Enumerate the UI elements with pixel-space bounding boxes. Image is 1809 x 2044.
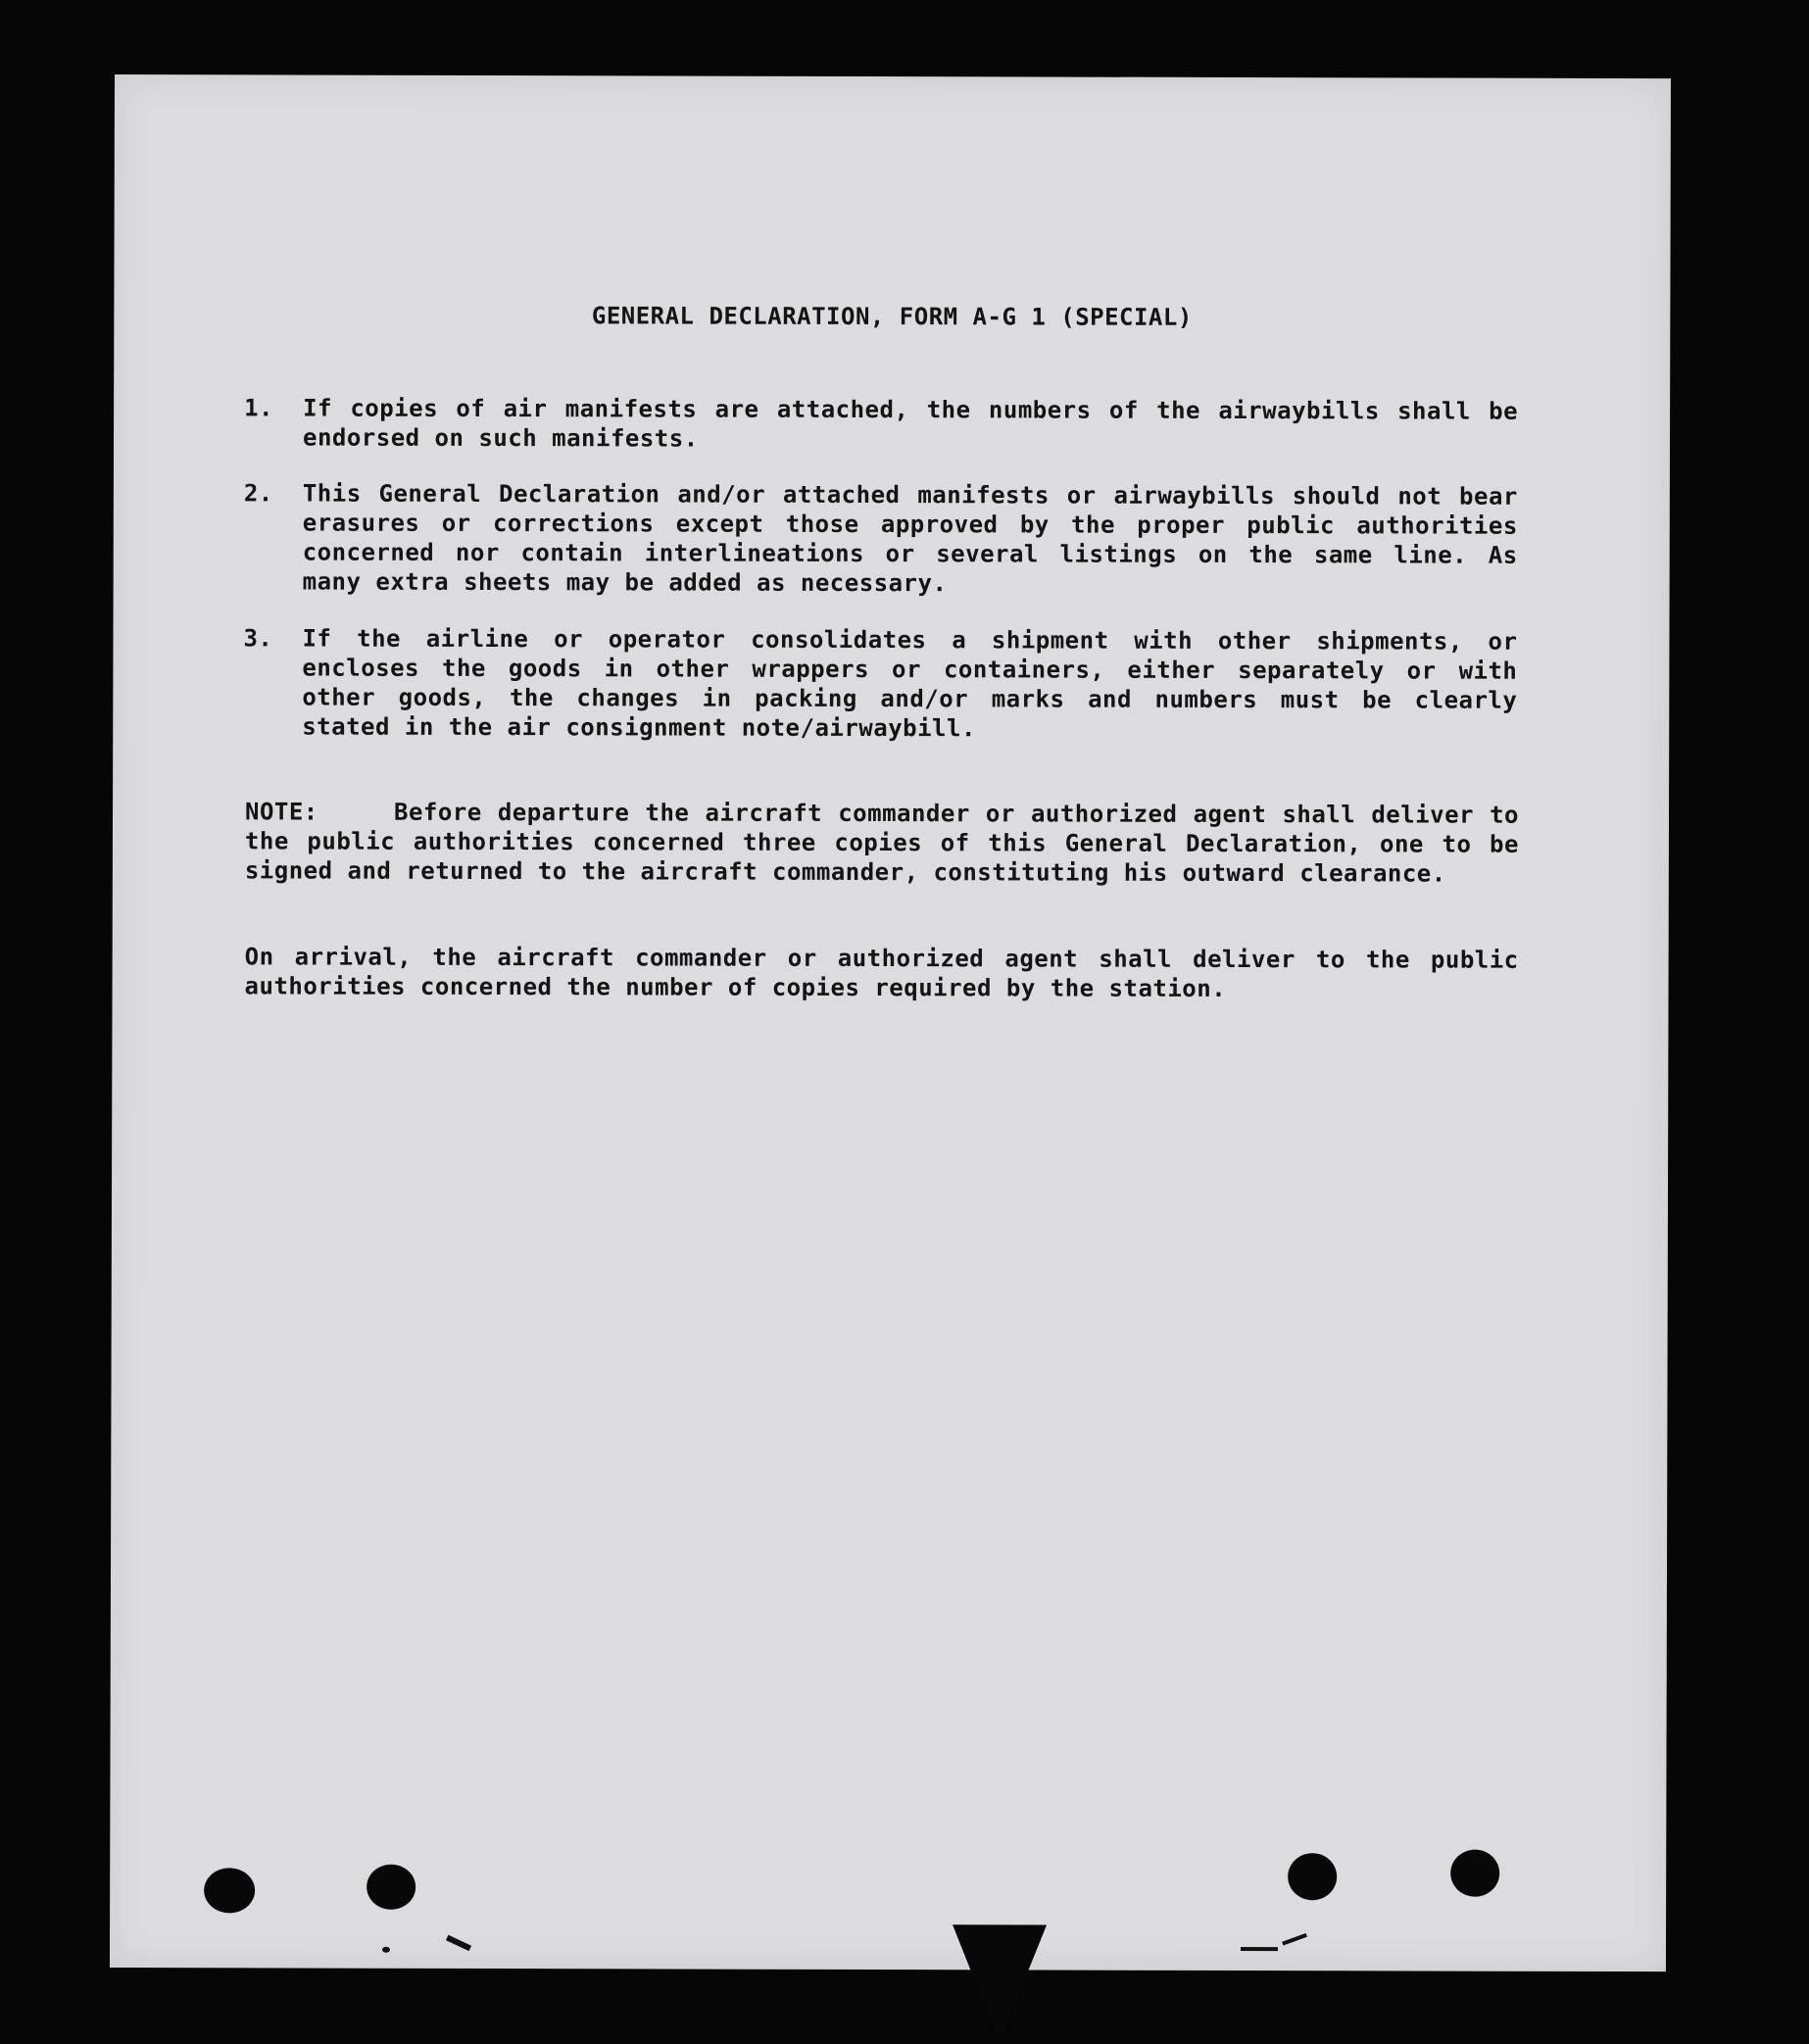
instruction-item-1	[244, 393, 1518, 455]
document-title: GENERAL DECLARATION, FORM A-G 1 (SPECIAL)	[591, 302, 1193, 331]
item-text: If copies of air manifests are attached, the numbers of the airwaybills shall be endorsed on such manifests.	[302, 394, 1519, 453]
punch-hole-right-2	[1450, 1850, 1499, 1897]
item-number: 1.	[244, 394, 274, 422]
scratch-mark	[1241, 1947, 1278, 1951]
scratch-mark	[446, 1935, 471, 1951]
scratch-mark	[1282, 1933, 1307, 1946]
instruction-item-3	[243, 623, 1517, 744]
document-page	[110, 74, 1671, 1971]
instruction-item-2	[244, 478, 1518, 599]
note-text: Before departure the aircraft commander or authorized agent shall deliver to the public authorities concerned three copies of this General Declaration, one to be signed and returned to the aircraft commander, constituting his outward clearance.	[244, 798, 1520, 888]
note-label: NOTE:	[244, 798, 318, 826]
punch-hole-left-2	[367, 1865, 416, 1910]
punch-hole-right-1	[1288, 1853, 1337, 1900]
scratch-mark	[382, 1947, 390, 1953]
punch-hole-left-1	[204, 1868, 255, 1913]
item-text: If the airline or operator consolidates a shipment with other shipments, or encloses the goods in other wrappers or containers, either separately or with other goods, the changes in packing and/or marks and numbers must be clearly stated in the air consignment note/airwaybill.	[302, 624, 1518, 743]
torn-corner-mark	[953, 1924, 1047, 2042]
item-number: 2.	[243, 479, 273, 508]
arrival-paragraph: On arrival, the aircraft commander or authorized agent shall deliver to the public authorities concerned the number of copies required by the station.	[244, 943, 1519, 1002]
note-paragraph	[245, 797, 1519, 888]
item-number: 3.	[243, 624, 273, 653]
item-text: This General Declaration and/or attached manifests or airwaybills should not bear erasures or corrections except those approved by the proper public authorities concerned nor contain interlineations or several listings on the same line. As many extra sheets may be added as necessary.	[302, 479, 1518, 598]
